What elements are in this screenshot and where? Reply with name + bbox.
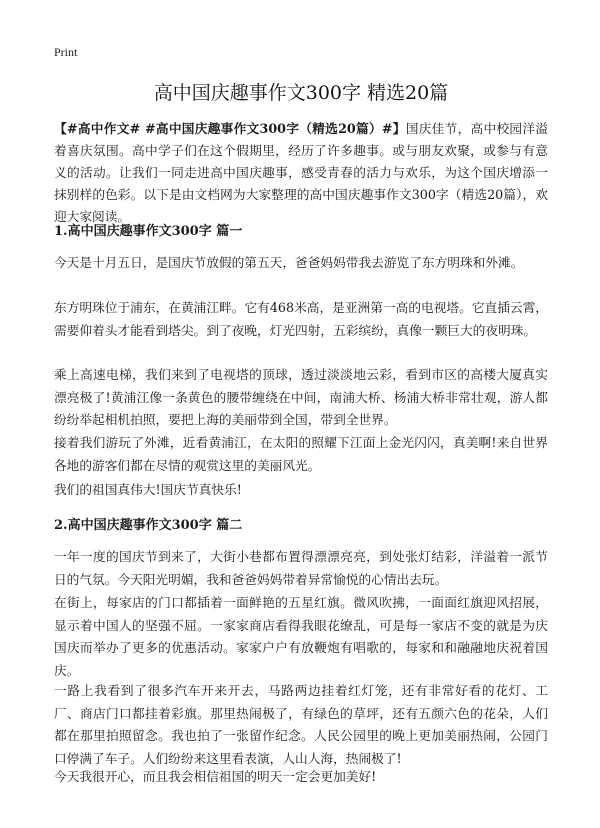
- section-title-2: 2.高中国庆趣事作文300字 篇二: [54, 518, 243, 533]
- section-1-paragraph-3: 乘上高速电梯，我们来到了电视塔的顶球，透过淡淡地云彩，看到市区的高楼大厦真实漂亮极了!黄浦江像一条黄色的腰带缠绕在中间，南浦大桥、杨浦大桥非常壮观，游人都纷纷举起相机拍照，要把上海的美丽带到全国，带到全世界。: [54, 367, 548, 427]
- page-title: 高中国庆趣事作文300字 精选20篇: [153, 82, 449, 104]
- intro-lead-tags: 【#高中作文# #高中国庆趣事作文300字（精选20篇）#】: [54, 121, 406, 136]
- section-1-paragraph-1: 今天是十月五日，是国庆节放假的第五天，爸爸妈妈带我去游览了东方明珠和外滩。: [54, 255, 524, 270]
- section-2-paragraph-4: 今天我很开心，而且我会相信祖国的明天一定会更加美好!: [54, 769, 377, 784]
- section-1-paragraph-5: 我们的祖国真伟大!国庆节真快乐!: [54, 482, 242, 497]
- intro-text: 国庆佳节，高中校园洋溢着喜庆氛围。高中学子们在这个假期里，经历了许多趣事。或与朋友欢聚，或参与有意义的活动。让我们一同走进高中国庆趣事，感受青春的活力与欢乐，为这个国庆增添一抹别样的色彩。以下是由文档网为大家整理的高中国庆趣事作文300字（精选20篇），欢迎大家阅读。: [54, 121, 548, 224]
- section-2-paragraph-2: 在街上，每家店的门口都插着一面鲜艳的五星红旗。微风吹拂，一面面红旗迎风招展，显示着中国人的坚强不屈。一家家商店看得我眼花缭乱，可是每一家店不变的就是为庆国庆而举办了更多的优惠活动。家家户户有放鞭炮有唱歌的，每家和和融融地庆祝着国庆。: [54, 595, 548, 678]
- section-1-paragraph-2: 东方明珠位于浦东，在黄浦江畔。它有468米高，是亚洲第一高的电视塔。它直插云霄，需要仰着头才能看到塔尖。到了夜晚，灯光四射，五彩缤纷，真像一颗巨大的夜明珠。: [54, 300, 548, 338]
- section-1-paragraph-4: 接着我们游玩了外滩，近看黄浦江，在太阳的照耀下江面上金光闪闪，真美啊!来自世界各地的游客们都在尽情的观赏这里的美丽风光。: [54, 435, 548, 473]
- section-2-paragraph-1: 一年一度的国庆节到来了，大街小巷都布置得漂漂亮亮，到处张灯结彩，洋溢着一派节日的气氛。今天阳光明媚，我和爸爸妈妈带着异常愉悦的心情出去玩。: [54, 549, 548, 587]
- print-link[interactable]: Print: [54, 45, 78, 59]
- section-2-paragraph-3: 一路上我看到了很多汽车开来开去，马路两边挂着红灯笼，还有非常好看的花灯、工厂、商店门口都挂着彩旗。那里热闹极了，有绿色的草坪，还有五颜六色的花朵，人们都在那里拍照留念。我也拍了一张留作纪念。人民公园里的晚上更加美丽热闹，公园门口停满了车子。人们纷纷来这里看表演，人山人海，热闹极了!: [54, 683, 548, 766]
- section-title-1: 1.高中国庆趣事作文300字 篇一: [54, 224, 243, 239]
- intro-paragraph: [54, 118, 548, 228]
